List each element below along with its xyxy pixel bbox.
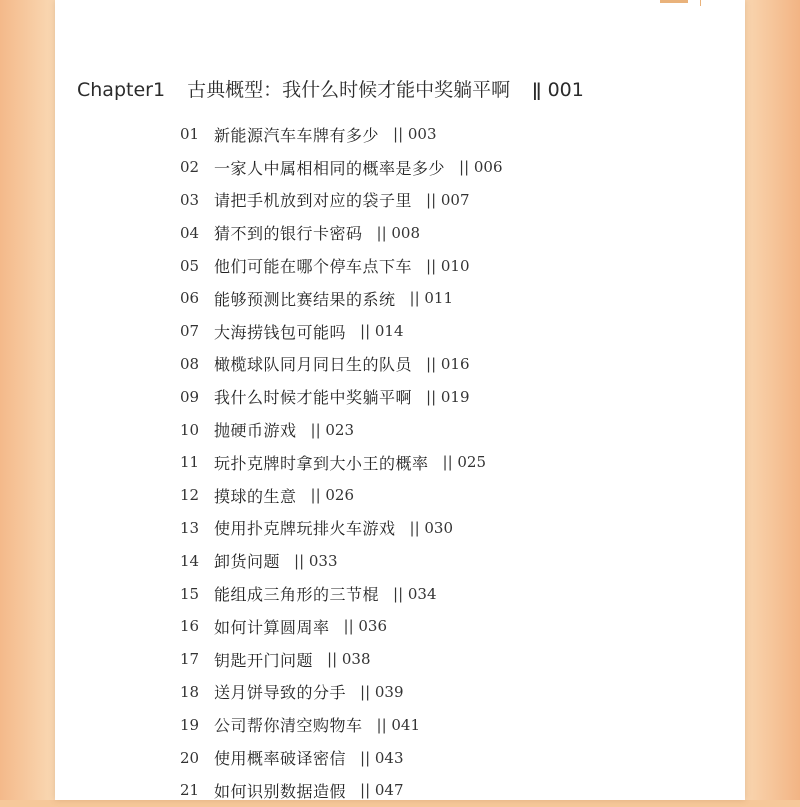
toc-entry-title: 橄榄球队同月同日生的队员 (214, 355, 413, 375)
toc-entry-page: || 011 (409, 289, 454, 308)
toc-entry-number: 21 (180, 781, 200, 800)
toc-entry-number: 19 (180, 715, 200, 734)
toc-entry-title: 如何识别数据造假 (214, 781, 347, 801)
chapter-number: Chapter1 (77, 79, 166, 101)
toc-entry-number: 07 (180, 322, 200, 341)
toc-entry (180, 249, 640, 282)
toc-entry-number: 10 (180, 420, 200, 439)
toc-entry-title: 送月饼导致的分手 (214, 683, 347, 703)
toc-entry-number: 16 (180, 617, 200, 636)
toc-entry-page: || 007 (426, 190, 470, 209)
toc-entry-page: || 025 (442, 453, 487, 472)
toc-entry (180, 479, 640, 512)
toc-entry (180, 348, 640, 381)
toc-entry-title: 玩扑克牌时拿到大小王的概率 (214, 453, 429, 473)
toc-entry (180, 413, 640, 446)
toc-entry-page: || 008 (376, 223, 421, 242)
toc-entry (180, 184, 640, 217)
toc-entry-page: || 047 (360, 781, 404, 800)
toc-entry-page: || 026 (310, 486, 355, 505)
toc-entry-title: 钥匙开门问题 (214, 650, 314, 670)
toc-entry-title: 使用扑克牌玩排火车游戏 (214, 519, 396, 539)
toc-entry-number: 01 (180, 125, 200, 144)
toc-entry-page: || 036 (343, 617, 388, 636)
toc-entry-title: 一家人中属相相同的概率是多少 (214, 158, 446, 178)
toc-entry-title: 卸货问题 (214, 552, 281, 572)
toc-entry-number: 09 (180, 387, 200, 406)
toc-entry (180, 676, 640, 709)
background-left-band (0, 0, 60, 800)
toc-entry-page: || 030 (409, 518, 454, 537)
toc-entry-title: 能够预测比赛结果的系统 (214, 289, 396, 309)
toc-entry-number: 17 (180, 650, 200, 669)
toc-entry-page: || 006 (459, 158, 503, 177)
toc-entry-title: 抛硬币游戏 (214, 421, 297, 441)
toc-entry (180, 643, 640, 676)
toc-entry-page: || 033 (294, 551, 338, 570)
toc-entry-title: 大海捞钱包可能吗 (214, 322, 347, 342)
toc-entry-number: 08 (180, 354, 200, 373)
toc-entry (180, 708, 640, 741)
toc-entry (180, 577, 640, 610)
toc-entry-number: 15 (180, 584, 200, 603)
toc-entry-page: || 039 (360, 682, 404, 701)
corner-mark-tick (700, 0, 701, 6)
toc-entry-number: 13 (180, 518, 200, 537)
toc-entry (180, 380, 640, 413)
toc-entry-number: 06 (180, 289, 200, 308)
toc-entry (180, 216, 640, 249)
toc-entry-title: 新能源汽车车牌有多少 (214, 125, 380, 145)
toc-entry-number: 18 (180, 682, 200, 701)
toc-entry-title: 请把手机放到对应的袋子里 (214, 191, 413, 211)
toc-entry (180, 741, 640, 774)
toc-entry-title: 他们可能在哪个停车点下车 (214, 257, 413, 277)
chapter-heading (77, 75, 637, 102)
toc-entry-page: || 019 (426, 387, 470, 406)
toc-entry-number: 03 (180, 190, 200, 209)
toc-entry (180, 544, 640, 577)
toc-entry-title: 如何计算圆周率 (214, 617, 330, 637)
background-right-band (740, 0, 800, 800)
page-corner-mark (660, 0, 710, 6)
chapter-page-ref: ǁ 001 (532, 79, 584, 101)
toc-entry-page: || 010 (426, 256, 470, 275)
toc-entry-page: || 041 (376, 715, 421, 734)
toc-entry-page: || 023 (310, 420, 355, 439)
toc-entry (180, 151, 640, 184)
toc-entry (180, 610, 640, 643)
toc-entry-title: 猜不到的银行卡密码 (214, 224, 363, 244)
toc-entry-title: 摸球的生意 (214, 486, 297, 506)
toc-entry-page: || 016 (426, 354, 470, 373)
corner-mark-bar (660, 0, 688, 3)
toc-entry-title: 我什么时候才能中奖躺平啊 (214, 388, 413, 408)
chapter-title: 古典概型：我什么时候才能中奖躺平啊 (187, 79, 511, 101)
toc-entry-number: 20 (180, 748, 200, 767)
toc-entry (180, 446, 640, 479)
toc-entry-page: || 034 (393, 584, 437, 603)
toc-entry-title: 使用概率破译密信 (214, 749, 347, 769)
toc-entry-title: 公司帮你清空购物车 (214, 716, 363, 736)
toc-entry-number: 14 (180, 551, 200, 570)
table-of-contents (180, 118, 640, 807)
toc-entry-number: 11 (180, 453, 200, 472)
toc-entry-number: 05 (180, 256, 200, 275)
toc-entry (180, 774, 640, 807)
toc-entry-page: || 038 (327, 650, 371, 669)
toc-entry (180, 512, 640, 545)
toc-entry (180, 118, 640, 151)
toc-entry (180, 315, 640, 348)
toc-entry-number: 04 (180, 223, 200, 242)
toc-entry-page: || 043 (360, 748, 404, 767)
toc-entry-page: || 003 (393, 125, 437, 144)
toc-entry-title: 能组成三角形的三节棍 (214, 585, 380, 605)
toc-entry (180, 282, 640, 315)
toc-entry-number: 12 (180, 486, 200, 505)
toc-entry-number: 02 (180, 158, 200, 177)
toc-entry-page: || 014 (360, 322, 404, 341)
